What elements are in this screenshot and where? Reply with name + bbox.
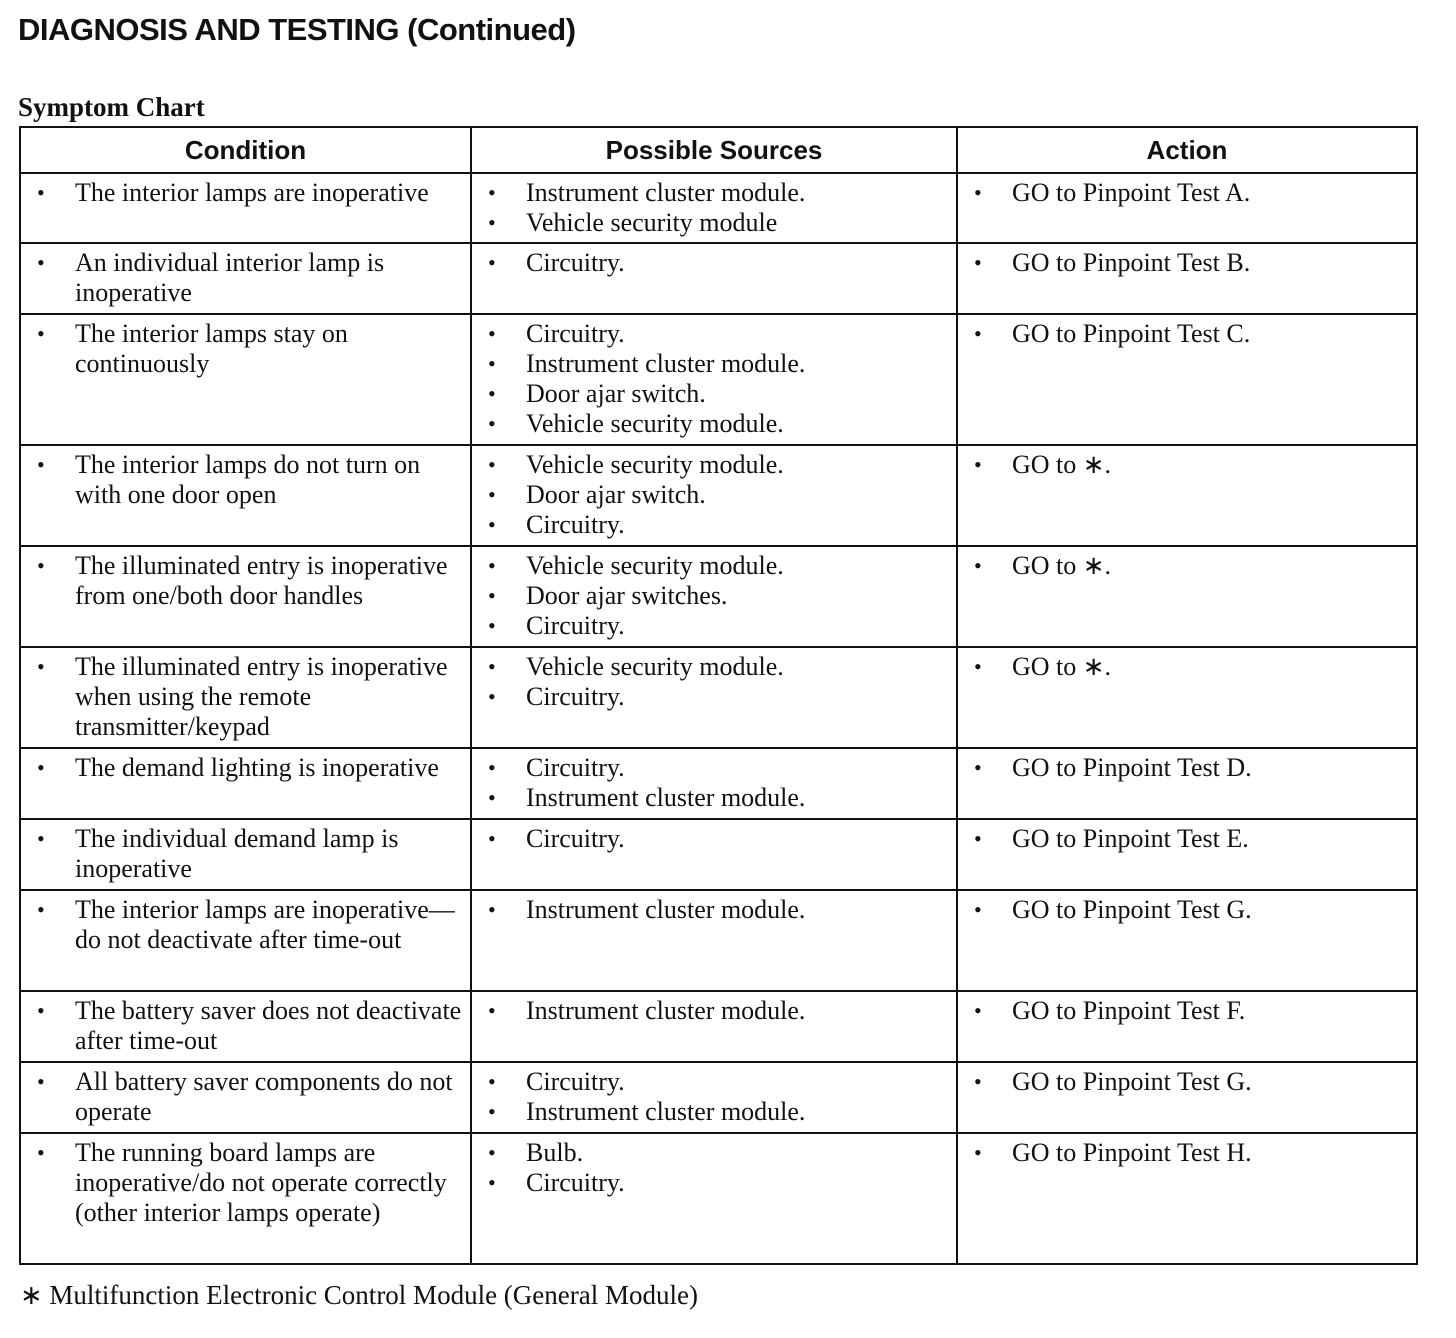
page-title: DIAGNOSIS AND TESTING (Continued) [18, 12, 576, 47]
table-row [20, 173, 1417, 243]
action-cell [957, 819, 1417, 890]
source-item: • Circuitry. [480, 248, 950, 278]
condition-cell [20, 748, 471, 819]
action-text: • GO to Pinpoint Test E. [966, 824, 1410, 854]
table-row [20, 819, 1417, 890]
action-text: • GO to ∗. [966, 551, 1410, 581]
table-row [20, 890, 1417, 991]
source-item: • Vehicle security module [480, 208, 950, 238]
action-cell [957, 173, 1417, 243]
source-item: • Door ajar switches. [480, 581, 950, 611]
condition-cell [20, 647, 471, 748]
condition-cell [20, 1133, 471, 1264]
possible-sources-cell [471, 1133, 957, 1264]
action-cell [957, 647, 1417, 748]
condition-text: • The illuminated entry is inoperative from one/both door handles [29, 551, 464, 611]
table-row [20, 991, 1417, 1062]
table-row [20, 546, 1417, 647]
condition-text: • The interior lamps are inoperative—do not deactivate after time-out [29, 895, 464, 955]
condition-cell [20, 445, 471, 546]
source-item: • Bulb. [480, 1138, 950, 1168]
action-text: • GO to Pinpoint Test A. [966, 178, 1410, 208]
source-item: • Vehicle security module. [480, 652, 950, 682]
condition-text: • The running board lamps are inoperative/do not operate correctly (other interior lamps operate) [29, 1138, 464, 1228]
action-text: • GO to Pinpoint Test G. [966, 895, 1410, 925]
possible-sources-cell [471, 546, 957, 647]
source-item: • Circuitry. [480, 753, 950, 783]
action-text: • GO to ∗. [966, 652, 1410, 682]
action-text: • GO to ∗. [966, 450, 1410, 480]
source-item: • Circuitry. [480, 1067, 950, 1097]
condition-text: • The individual demand lamp is inoperative [29, 824, 464, 884]
source-item: • Circuitry. [480, 1168, 950, 1198]
footnote: ∗ Multifunction Electronic Control Module (General Module) [20, 1280, 698, 1310]
table-header-row [20, 127, 1417, 173]
source-item: • Vehicle security module. [480, 450, 950, 480]
condition-text: • The battery saver does not deactivate after time-out [29, 996, 464, 1056]
source-item: • Circuitry. [480, 319, 950, 349]
condition-text: • The interior lamps do not turn on with one door open [29, 450, 464, 510]
table-row [20, 748, 1417, 819]
table-row [20, 1133, 1417, 1264]
source-item: • Instrument cluster module. [480, 178, 950, 208]
source-item: • Door ajar switch. [480, 480, 950, 510]
source-item: • Circuitry. [480, 824, 950, 854]
source-item: • Instrument cluster module. [480, 996, 950, 1026]
condition-text: • All battery saver components do not operate [29, 1067, 464, 1127]
possible-sources-cell [471, 748, 957, 819]
source-item: • Instrument cluster module. [480, 895, 950, 925]
source-item: • Instrument cluster module. [480, 1097, 950, 1127]
condition-text: • The interior lamps are inoperative [29, 178, 464, 208]
condition-text: • An individual interior lamp is inoperative [29, 248, 464, 308]
table-body [20, 173, 1417, 1264]
source-item: • Vehicle security module. [480, 409, 950, 439]
section-title: Symptom Chart [18, 92, 205, 122]
condition-cell [20, 546, 471, 647]
table-row [20, 243, 1417, 314]
column-header-condition: Condition [20, 127, 471, 173]
condition-cell [20, 991, 471, 1062]
possible-sources-cell [471, 819, 957, 890]
source-item: • Circuitry. [480, 611, 950, 641]
condition-cell [20, 819, 471, 890]
condition-cell [20, 890, 471, 991]
column-header-action: Action [957, 127, 1417, 173]
condition-cell [20, 1062, 471, 1133]
action-cell [957, 546, 1417, 647]
condition-cell [20, 243, 471, 314]
table-row [20, 445, 1417, 546]
possible-sources-cell [471, 314, 957, 445]
condition-cell [20, 173, 471, 243]
table-row [20, 1062, 1417, 1133]
action-cell [957, 1062, 1417, 1133]
condition-cell [20, 314, 471, 445]
condition-text: • The interior lamps stay on continuously [29, 319, 464, 379]
possible-sources-cell [471, 243, 957, 314]
source-item: • Instrument cluster module. [480, 783, 950, 813]
source-item: • Instrument cluster module. [480, 349, 950, 379]
action-text: • GO to Pinpoint Test F. [966, 996, 1410, 1026]
possible-sources-cell [471, 173, 957, 243]
action-text: • GO to Pinpoint Test B. [966, 248, 1410, 278]
possible-sources-cell [471, 647, 957, 748]
possible-sources-cell [471, 991, 957, 1062]
action-cell [957, 991, 1417, 1062]
action-cell [957, 314, 1417, 445]
action-cell [957, 1133, 1417, 1264]
action-text: • GO to Pinpoint Test C. [966, 319, 1410, 349]
possible-sources-cell [471, 890, 957, 991]
possible-sources-cell [471, 445, 957, 546]
source-item: • Circuitry. [480, 682, 950, 712]
column-header-possible-sources: Possible Sources [471, 127, 957, 173]
source-item: • Door ajar switch. [480, 379, 950, 409]
symptom-chart-table [19, 126, 1418, 1265]
action-cell [957, 890, 1417, 991]
action-text: • GO to Pinpoint Test G. [966, 1067, 1410, 1097]
action-text: • GO to Pinpoint Test D. [966, 753, 1410, 783]
table-row [20, 647, 1417, 748]
action-cell [957, 445, 1417, 546]
source-item: • Vehicle security module. [480, 551, 950, 581]
condition-text: • The demand lighting is inoperative [29, 753, 464, 783]
possible-sources-cell [471, 1062, 957, 1133]
condition-text: • The illuminated entry is inoperative when using the remote transmitter/keypad [29, 652, 464, 742]
action-text: • GO to Pinpoint Test H. [966, 1138, 1410, 1168]
action-cell [957, 243, 1417, 314]
source-item: • Circuitry. [480, 510, 950, 540]
table-row [20, 314, 1417, 445]
action-cell [957, 748, 1417, 819]
